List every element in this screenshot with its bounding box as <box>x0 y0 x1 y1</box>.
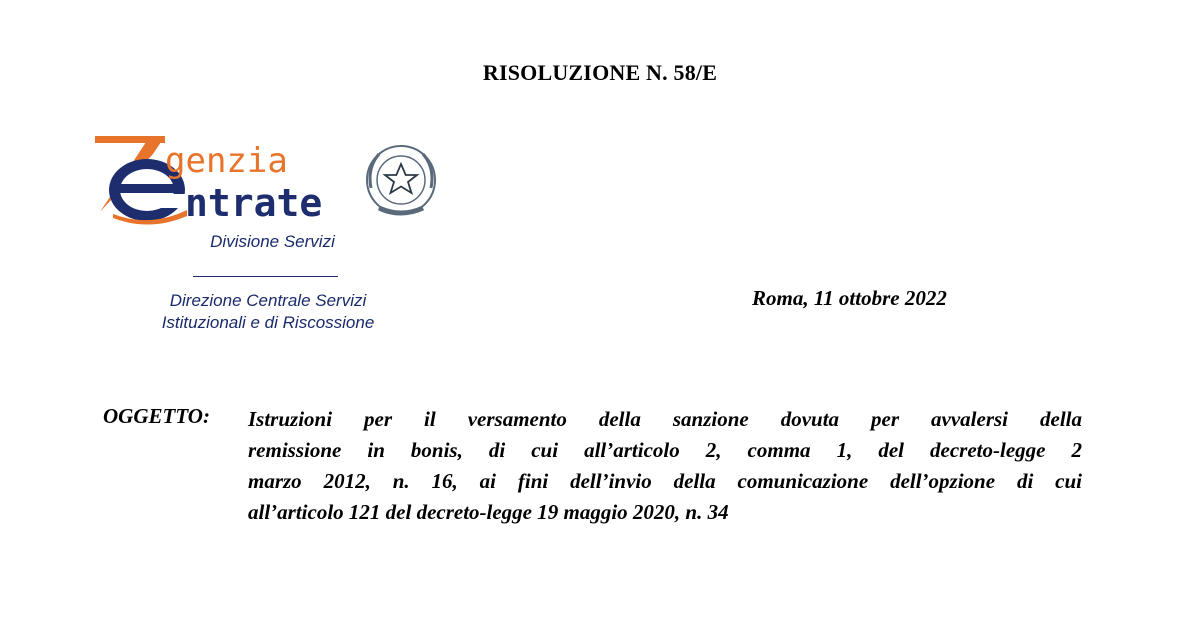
oggetto-label: OGGETTO: <box>103 404 210 428</box>
oggetto-line-2: remissione in bonis, di cui all’articolo 2, comma 1, del decreto-legge 2 <box>248 438 1082 462</box>
document-date: Roma, 11 ottobre 2022 <box>752 286 947 310</box>
direzione-block <box>118 290 418 334</box>
divider <box>193 276 338 277</box>
oggetto-text <box>248 404 1082 528</box>
oggetto-line-3: marzo 2012, n. 16, ai fini dell’invio della comunicazione dell’opzione di cui <box>248 469 1082 493</box>
direzione-line-2: Istituzionali e di Riscossione <box>161 313 375 332</box>
oggetto-line-4: all’articolo 121 del decreto-legge 19 maggio 2020, n. 34 <box>248 500 729 524</box>
division-name: Divisione Servizi <box>210 232 335 251</box>
italian-republic-emblem-icon <box>367 146 435 214</box>
document-title: RISOLUZIONE N. 58/E <box>482 60 718 85</box>
direzione-line-1: Direzione Centrale Servizi <box>169 291 367 310</box>
logo-word-agenzia: genzia <box>165 141 288 181</box>
oggetto-line-1: Istruzioni per il versamento della sanzione dovuta per avvalersi della <box>248 407 1082 431</box>
logo-word-entrate: ntrate <box>185 181 323 225</box>
agenzia-entrate-logo <box>95 132 440 227</box>
